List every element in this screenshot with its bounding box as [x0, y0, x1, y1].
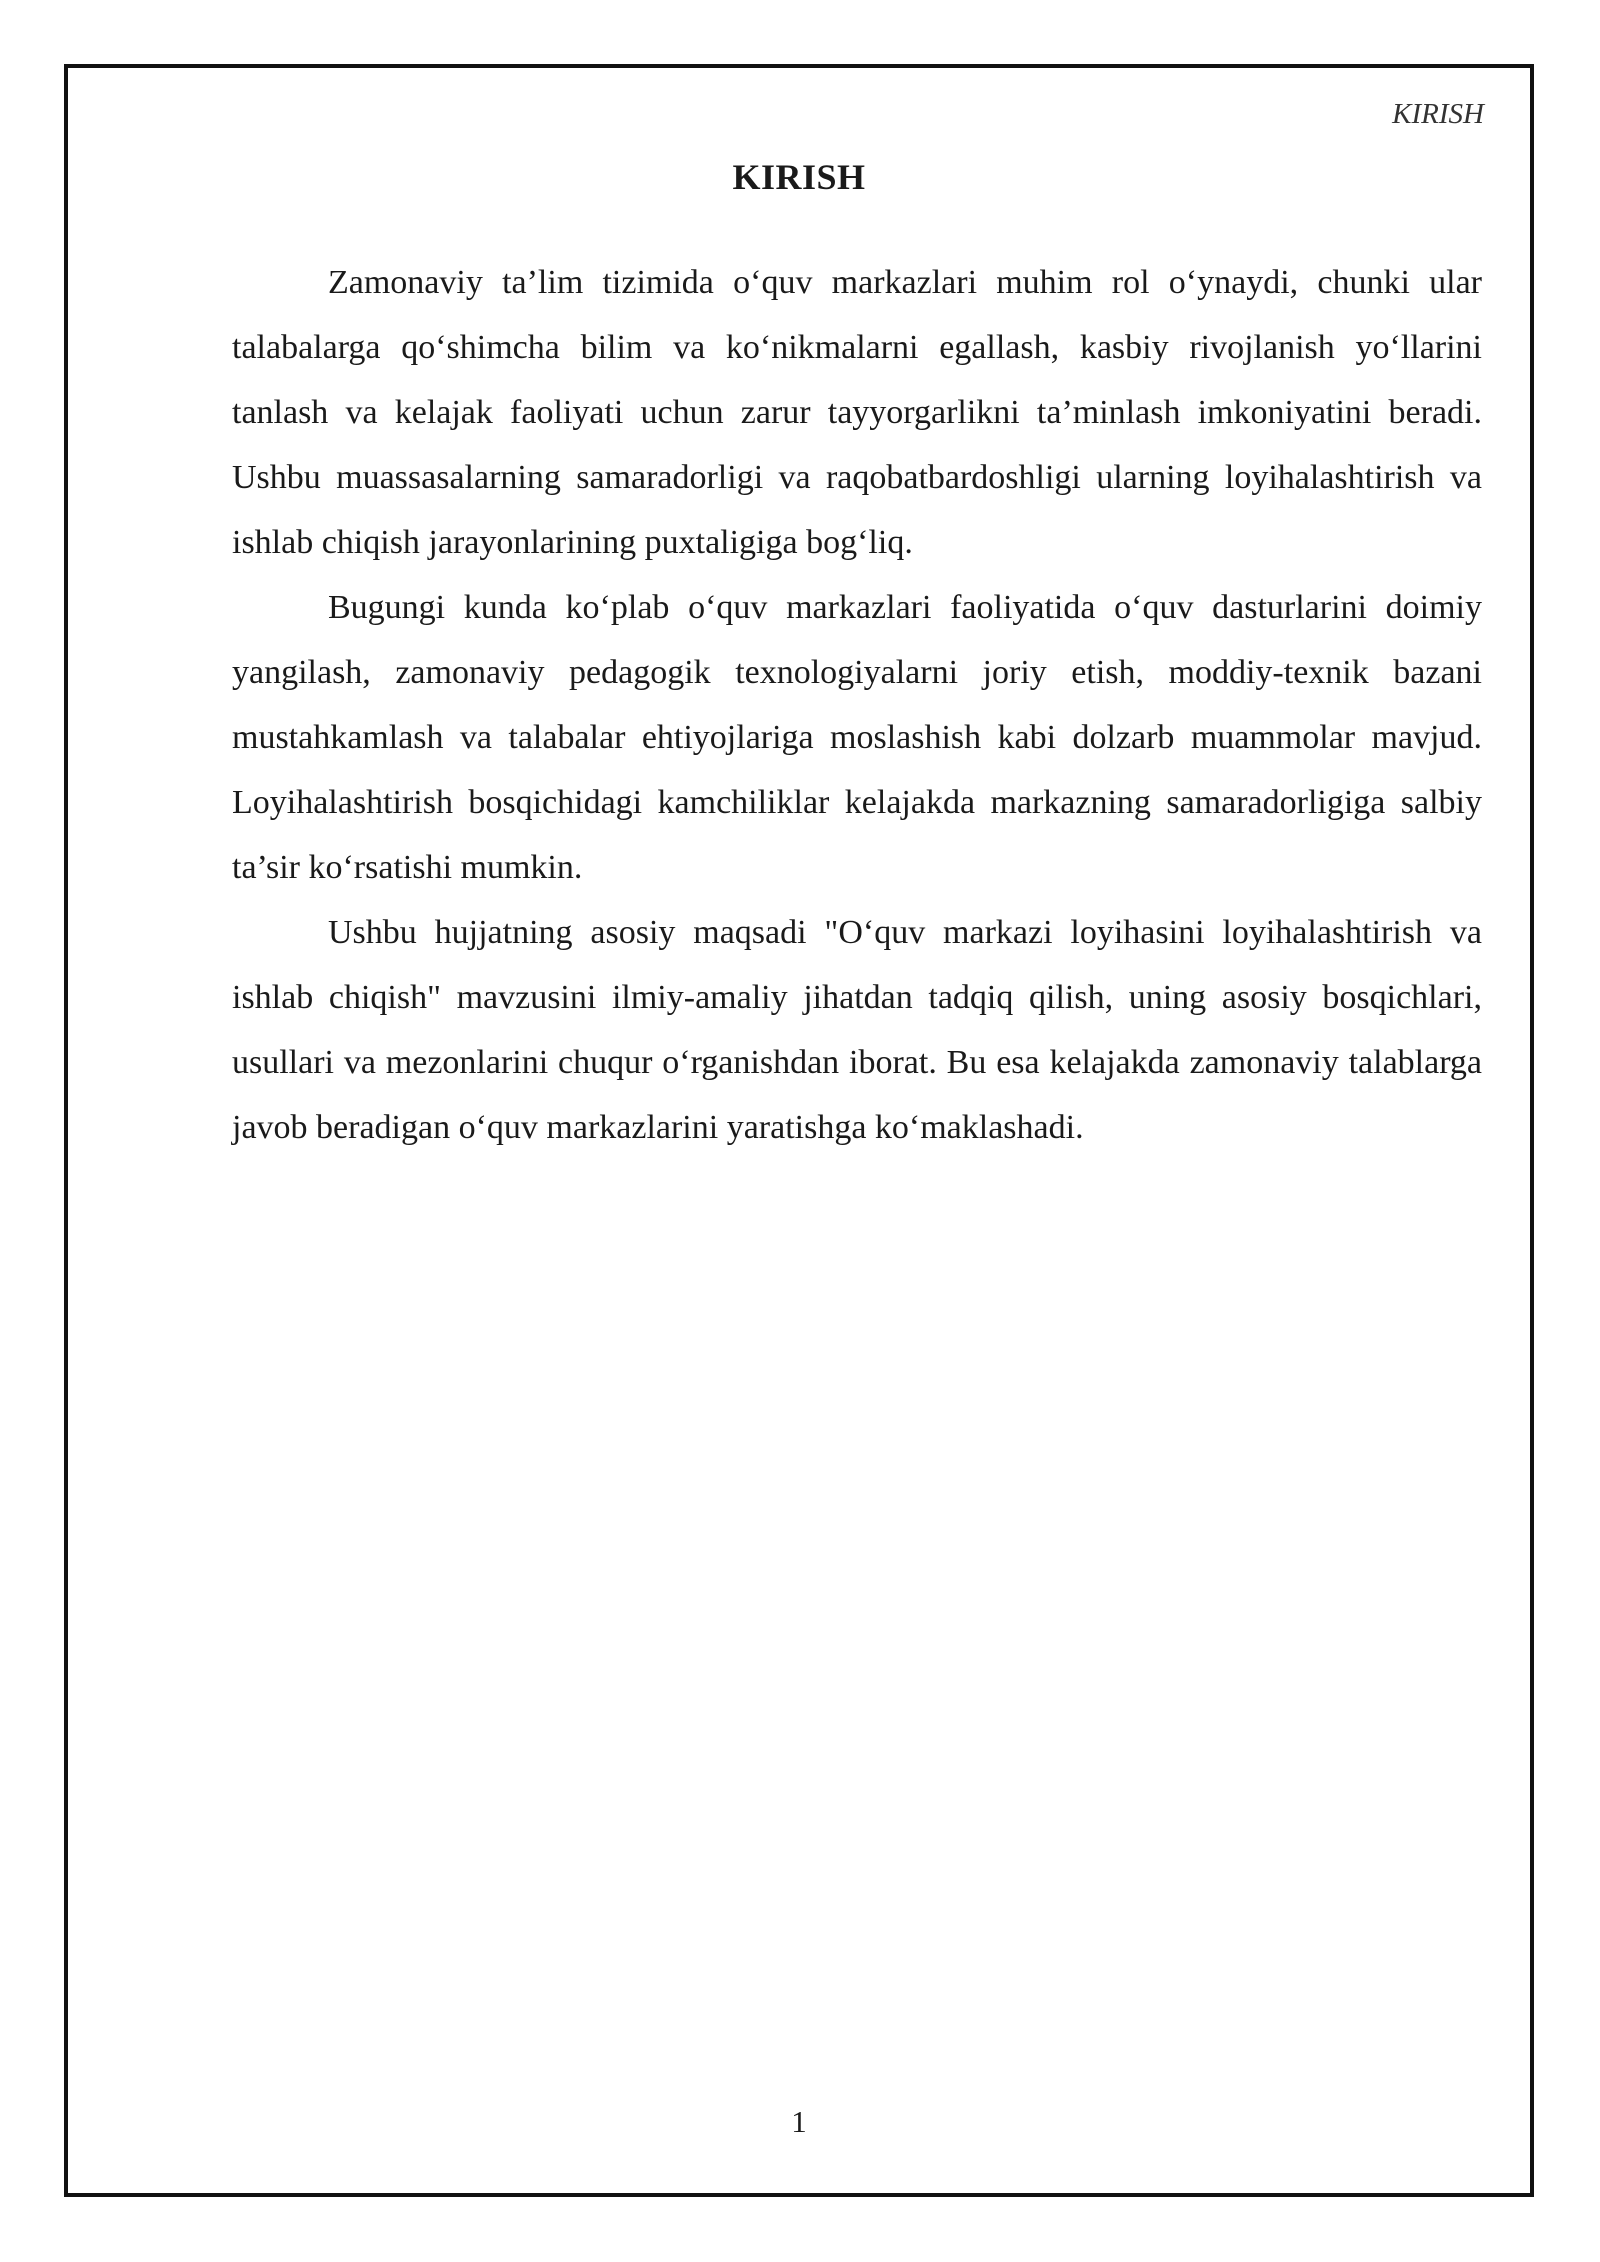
- paragraph-2: Bugungi kunda ko‘plab o‘quv markazlari faoliyatida o‘quv dasturlarini doimiy yangilash, zamonaviy pedagogik texnologiyalarni joriy etish, moddiy-texnik bazani mustahkamlash va talabalar ehtiyojlariga moslashish kabi dolzarb muammolar mavjud. Loyihalashtirish bosqichidagi kamchiliklar kelajakda markazning samaradorligiga salbiy ta’sir ko‘rsatishi mumkin.: [232, 589, 1482, 886]
- paragraph-1: Zamonaviy ta’lim tizimida o‘quv markazlari muhim rol o‘ynaydi, chunki ular talabalarga qo‘shimcha bilim va ko‘nikmalarni egallash, kasbiy rivojlanish yo‘llarini tanlash va kelajak faoliyati uchun zarur tayyorgarlikni ta’minlash imkoniyatini beradi. Ushbu muassasalarning samaradorligi va raqobatbardoshligi ularning loyihalashtirish va ishlab chiqish jarayonlarining puxtaligiga bog‘liq.: [232, 264, 1482, 561]
- page-border: [64, 64, 1534, 2197]
- document-body: [232, 250, 1482, 1160]
- running-header: KIRISH: [1392, 98, 1484, 130]
- paragraph-3: Ushbu hujjatning asosiy maqsadi "O‘quv markazi loyihasini loyihalashtirish va ishlab chiqish" mavzusini ilmiy-amaliy jihatdan tadqiq qilish, uning asosiy bosqichlari, usullari va mezonlarini chuqur o‘rganishdan iborat. Bu esa kelajakda zamonaviy talablarga javob beradigan o‘quv markazlarini yaratishga ko‘maklashadi.: [232, 914, 1482, 1146]
- page-number: 1: [791, 2104, 807, 2139]
- page-title: KIRISH: [732, 157, 866, 197]
